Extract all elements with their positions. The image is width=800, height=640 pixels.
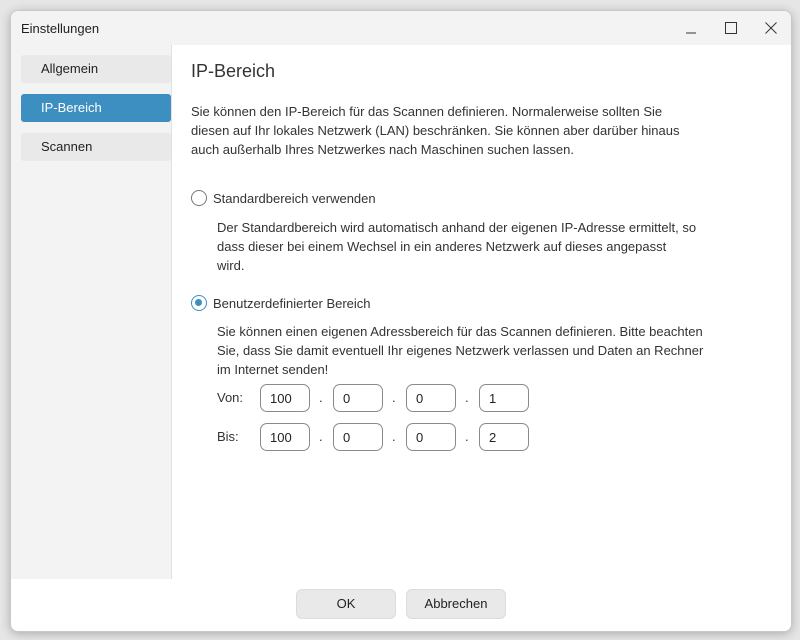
minimize-icon [685,22,697,34]
ip-to-octet-1[interactable] [260,423,310,451]
ip-to-octet-2[interactable] [333,423,383,451]
settings-window [10,10,792,632]
ip-separator: . [319,390,323,405]
ip-from-octet-3[interactable] [406,384,456,412]
cancel-button[interactable]: Abbrechen [406,589,506,619]
radio-option-custom[interactable] [191,293,371,313]
page-title: IP-Bereich [191,61,276,81]
sidebar-item-allgemein[interactable]: Allgemein [21,55,171,83]
radio-option-default[interactable] [191,188,376,208]
ip-to-octet-4[interactable] [479,423,529,451]
ip-from-octet-1[interactable] [260,384,310,412]
maximize-button[interactable] [711,11,751,45]
custom-range-radio[interactable] [191,295,207,311]
main-content [191,45,771,579]
sidebar-item-scannen[interactable]: Scannen [21,133,171,161]
sidebar-item-ip-bereich[interactable]: IP-Bereich [21,94,171,122]
custom-range-description: Sie können einen eigenen Adressbereich für das Scannen definieren. Bitte beachten Sie, dass Sie damit eventuell Ihr eigenes Netzwerk verlassen und Daten an Rechner im Internet senden! [217,324,704,377]
ip-separator: . [392,429,396,444]
close-button[interactable] [751,11,791,45]
default-range-description: Der Standardbereich wird automatisch anhand der eigenen IP-Adresse ermittelt, so dass dieser bei einem Wechsel in ein anderes Netzwerk auf dieses angepasst wird. [217,220,697,273]
close-icon [765,22,777,34]
dialog-footer [11,579,791,631]
ip-to-label: Bis: [217,429,239,444]
intro-text: Sie können den IP-Bereich für das Scannen definieren. Normalerweise sollten Sie diesen auf Ihr lokales Netzwerk (LAN) beschränken. Sie können aber darüber hinaus auch außerhalb Ihres Netzwerkes nach Maschinen suchen lassen. [191,104,680,157]
ip-from-label: Von: [217,390,244,405]
title-bar [11,11,791,45]
minimize-button[interactable] [671,11,711,45]
ip-separator: . [392,390,396,405]
maximize-icon [725,22,737,34]
ip-from-octet-4[interactable] [479,384,529,412]
ip-separator: . [319,429,323,444]
default-range-radio[interactable] [191,190,207,206]
ok-button[interactable]: OK [296,589,396,619]
ip-to-octet-3[interactable] [406,423,456,451]
ip-separator: . [465,429,469,444]
sidebar [11,45,172,579]
custom-range-label[interactable]: Benutzerdefinierter Bereich [213,295,371,311]
window-title: Einstellungen [21,21,100,36]
ip-from-octet-2[interactable] [333,384,383,412]
ip-separator: . [465,390,469,405]
default-range-label[interactable]: Standardbereich verwenden [213,190,376,206]
